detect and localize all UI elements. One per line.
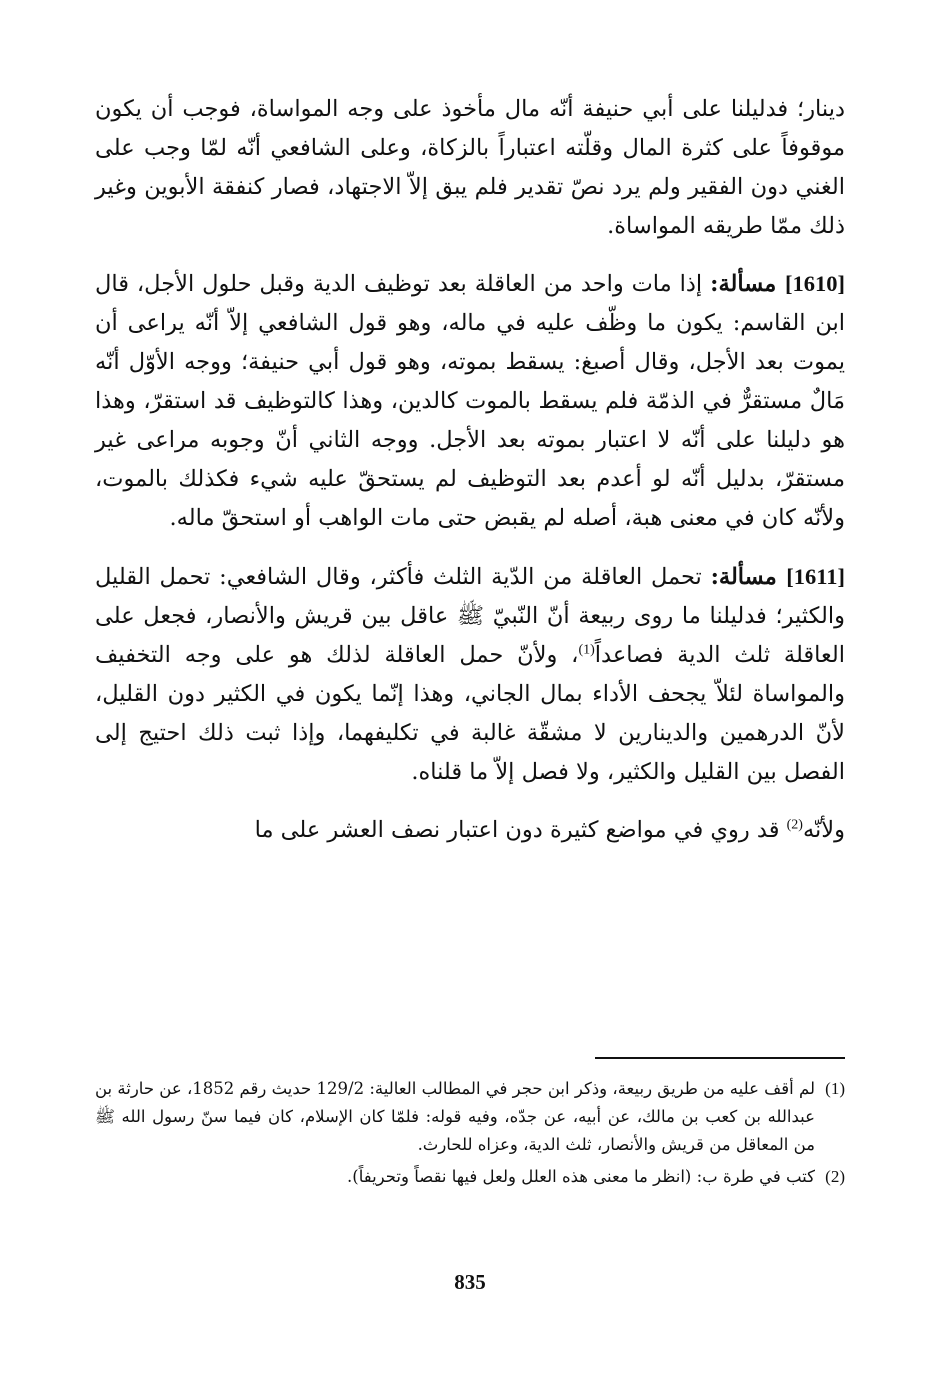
issue-label: مسألة: [710,271,777,297]
issue-heading [711,564,845,590]
footnote-number: (2) [825,1167,845,1186]
page-number: 835 [454,1270,486,1294]
issue-heading [710,271,845,297]
footnote-text: لم أقف عليه من طريق ربيعة، وذكر ابن حجر في المطالب العالية: 129/2 حديث رقم 1852، عن حارثة بن عبدالله بن كعب بن مالك، عن أبيه، عن جدّه، وفيه قوله: فلمّا كان الإسلام، كان فيما سنّ رسول الله ﷺ من المعاقل من قريش والأنصار، ثلث الدية، وعزاه للحارث. [95,1079,815,1154]
issue-body-part-b: ، ولأنّ حمل العاقلة لذلك هو على وجه التخفيف والمواساة لئلاّ يجحف الأداء بمال الجاني، وهذا إنّما يكون في الكثير دون القليل، لأنّ الدرهمين والدينارين لا مشقّة غالبة في تكليفهما، وإذا ثبت ذلك احتيج إلى الفصل بين القليل والكثير، ولا فصل إلاّ ما قلناه. [95,642,845,785]
paragraph-1-text: دينار؛ فدليلنا على أبي حنيفة أنّه مال مأخوذ على وجه المواساة، فوجب أن يكون موقوفاً على كثرة المال وقلّته اعتباراً بالزكاة، وعلى الشافعي أنّه لمّا وجب على الغني دون الفقير ولم يرد نصّ تقدير فلم يبق إلاّ الاجتهاد، فصار كنفقة الأبوين وغير ذلك ممّا طريقه المواساة. [95,96,845,239]
footnote-ref-1: (1) [578,642,595,658]
issue-body-part-a: تحمل العاقلة من الدّية الثلث فأكثر، وقال الشافعي: تحمل القليل والكثير؛ فدليلنا ما روى ربيعة أنّ النّبيّ ﷺ عاقل بين قريش والأنصار، فجعل على العاقلة ثلث الدية فصاعداً [95,564,845,668]
paragraph-issue-1610 [95,264,845,538]
paragraph-4-text-a: ولأنّه [802,817,845,843]
issue-body: إذا مات واحد من العاقلة بعد توظيف الدية وقبل حلول الأجل، قال ابن القاسم: يكون ما وظّف عليه في ماله، وهو قول الشافعي إلاّ أنّه يراعى أن يموت بعد الأجل، وقال أصبغ: يسقط بموته، وهو قول أبي حنيفة؛ ووجه الأوّل أنّه مَالٌ مستقرٌّ في الذمّة فلم يسقط بالموت كالدين، وهذا كالتوظيف قد استقرّ، وهذا هو دليلنا على أنّه لا اعتبار بموته بعد الأجل. ووجه الثاني أنّ وجوبه مراعى غير مستقرّ، بدليل أنّه لو أعدم بعد التوظيف لم يستحقّ عليه شيء فكذلك بالموت، ولأنّه كان في معنى هبة، أصله لم يقبض حتى مات الواهب أو استحقّ ماله. [95,271,845,531]
footnote-text: كتب في طرة ب: (انظر ما معنى هذه العلل ولعل فيها نقصاً وتحريفاً). [347,1167,815,1186]
issue-number: [1611] [786,564,846,589]
footnote-number: (1) [825,1079,845,1098]
footnotes [95,1075,845,1195]
main-text [95,90,845,850]
footnote-ref-2: (2) [786,817,803,833]
issue-label: مسألة: [710,564,777,590]
paragraph-1 [95,90,845,246]
footnote-1 [95,1075,845,1159]
footnote-separator [595,1057,845,1059]
issue-number: [1610] [785,271,845,296]
paragraph-issue-1611 [95,557,845,792]
paragraph-4-text-b: قد روي في مواضع كثيرة دون اعتبار نصف العشر على ما [254,817,780,843]
footnote-2 [95,1163,845,1191]
paragraph-4 [95,811,845,850]
